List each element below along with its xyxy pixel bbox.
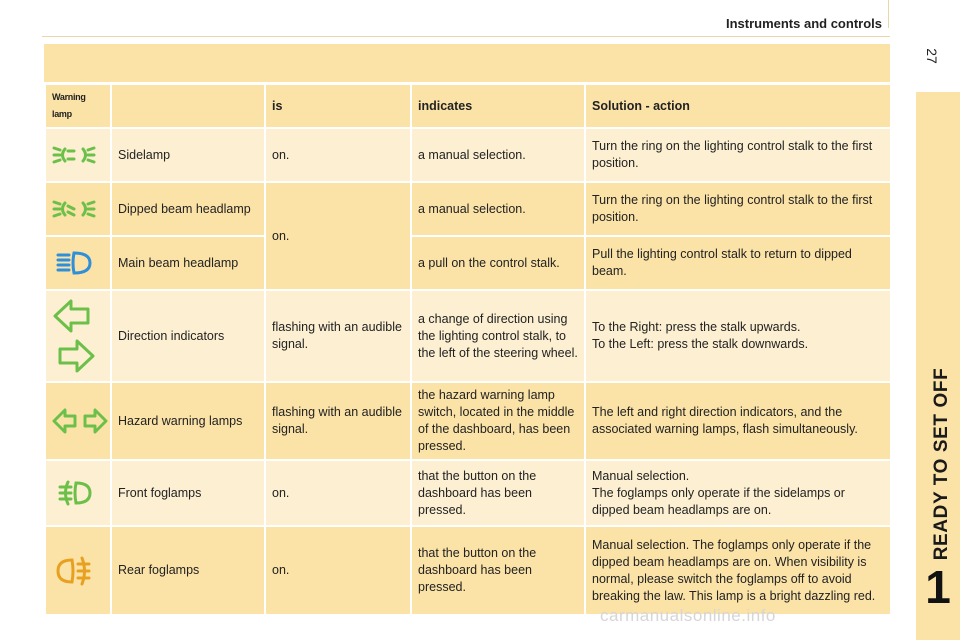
lamp-indicates: a change of direction using the lighting control stalk, to the left of the steering wheel. (411, 290, 585, 382)
rear-foglamp-icon (52, 554, 96, 588)
lamp-state: on. (265, 182, 411, 290)
front-foglamp-icon (52, 478, 96, 508)
column-header-is: is (265, 84, 411, 128)
lamp-solution: Turn the ring on the lighting control stalk to the first position. (585, 128, 891, 182)
lamp-name: Sidelamp (111, 128, 265, 182)
lamp-solution: The left and right direction indicators, and the associated warning lamps, flash simultaneously. (585, 382, 891, 460)
lamp-name: Main beam headlamp (111, 236, 265, 290)
lamp-state: flashing with an audible signal. (265, 382, 411, 460)
header-divider (42, 36, 890, 37)
table-banner (44, 44, 890, 82)
lamp-solution: Manual selection. The foglamps only operate if the sidelamps or dipped beam headlamps are on. (585, 460, 891, 526)
lamp-indicates: that the button on the dashboard has been pressed. (411, 526, 585, 615)
lamp-name: Rear foglamps (111, 526, 265, 615)
lamp-indicates: a manual selection. (411, 128, 585, 182)
lamp-solution: Manual selection. The foglamps only operate if the dipped beam headlamps are on. When visibility is normal, please switch the foglamps off to avoid breaking the law. This lamp is a bright dazzling red. (585, 526, 891, 615)
lamp-name: Direction indicators (111, 290, 265, 382)
lamp-icon-cell (45, 128, 111, 182)
lamp-indicates: that the button on the dashboard has been pressed. (411, 460, 585, 526)
lamp-name: Dipped beam headlamp (111, 182, 265, 236)
column-header-indicates: indicates (411, 84, 585, 128)
lamp-solution: Pull the lighting control stalk to return to dipped beam. (585, 236, 891, 290)
column-header-warning-lamp: Warning lamp (45, 84, 111, 128)
chapter-number: 1 (925, 561, 951, 613)
lamp-icon-cell (45, 182, 111, 236)
column-header-solution: Solution - action (585, 84, 891, 128)
lamp-icon-cell (45, 526, 111, 615)
column-header-name (111, 84, 265, 128)
lamp-indicates: the hazard warning lamp switch, located in the middle of the dashboard, has been pressed. (411, 382, 585, 460)
lamp-icon-cell (45, 236, 111, 290)
chapter-title: READY TO SET OFF (931, 367, 952, 561)
lamp-icon-cell (45, 382, 111, 460)
lamp-name: Hazard warning lamps (111, 382, 265, 460)
table-row (45, 382, 891, 460)
lamp-indicates: a pull on the control stalk. (411, 236, 585, 290)
lamp-icon-cell (45, 460, 111, 526)
lamp-solution: Turn the ring on the lighting control stalk to the first position. (585, 182, 891, 236)
table-row (45, 128, 891, 182)
table-header-row (45, 84, 891, 128)
table-row (45, 182, 891, 236)
lamp-state: on. (265, 460, 411, 526)
lamp-indicates: a manual selection. (411, 182, 585, 236)
side-divider (888, 0, 889, 28)
lamp-solution: To the Right: press the stalk upwards. To the Left: press the stalk downwards. (585, 290, 891, 382)
page-number: 27 (924, 48, 940, 64)
hazard-warning-icon (52, 406, 108, 436)
lamp-state: on. (265, 526, 411, 615)
direction-indicator-icon (52, 296, 96, 376)
table-row (45, 236, 891, 290)
sidelamp-icon (52, 140, 96, 170)
lamp-state: flashing with an audible signal. (265, 290, 411, 382)
warning-lamp-table (44, 83, 892, 616)
table-row (45, 290, 891, 382)
section-title: Instruments and controls (725, 16, 882, 31)
table-row (45, 460, 891, 526)
table-row (45, 526, 891, 615)
main-beam-icon (52, 248, 96, 278)
lamp-name: Front foglamps (111, 460, 265, 526)
dipped-beam-icon (52, 194, 96, 224)
watermark: carmanualsonline.info (600, 606, 776, 625)
lamp-state: on. (265, 128, 411, 182)
lamp-icon-cell (45, 290, 111, 382)
